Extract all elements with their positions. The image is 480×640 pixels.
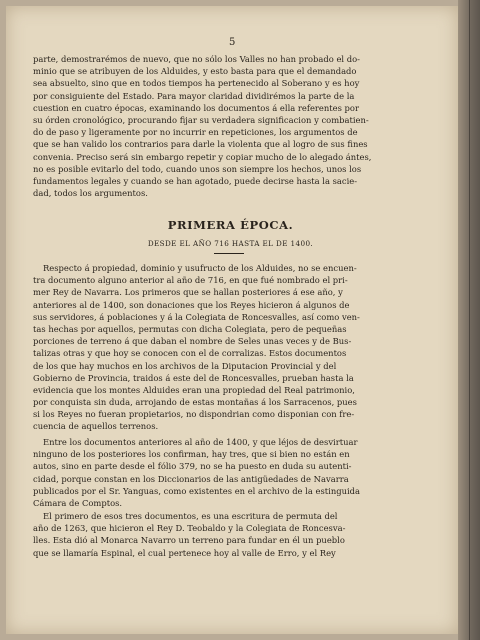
text-line: ninguno de los posteriores los confirman, hay tres, que si bien no están en — [33, 449, 350, 460]
text-line: que se llamaría Espinal, el cual pertenece hoy al valle de Erro, y el Rey — [33, 547, 336, 558]
text-line: sus servidores, á poblaciones y á la Colegiata de Roncesvalles, así como ven- — [33, 311, 360, 322]
text-line: cuestion en cuatro épocas, examinando los documentos á ella referentes por — [33, 102, 359, 113]
text-line: mer Rey de Navarra. Los primeros que se hallan posteriores á ese año, y — [33, 287, 343, 298]
text-line: porciones de terreno á que daban el nombre de Seles unas veces y de Bus- — [33, 336, 352, 347]
text-line: por consiguiente del Estado. Para mayor claridad dividirémos la parte de la — [33, 90, 355, 101]
text-line: minio que se atribuyen de los Alduides, y esto basta para que el demandado — [33, 66, 357, 77]
book-edge-line — [469, 0, 470, 640]
text-line: tra documento alguno anterior al año de 716, en que fué nombrado el pri- — [33, 275, 348, 286]
paragraph-4 — [33, 510, 428, 559]
text-line: Entre los documentos anteriores al año de 1400, y que léjos de desvirtuar — [43, 437, 358, 447]
text-line: por conquista sin duda, arrojando de estas montañas á los Sarracenos, pues — [33, 397, 357, 408]
section-title: PRIMERA ÉPOCA. — [167, 218, 294, 232]
text-line: Cámara de Comptos. — [33, 497, 123, 508]
text-line: autos, sino en parte desde el fólio 379, no se ha puesto en duda su autenti- — [33, 461, 352, 472]
text-line: tas hechas por aquellos, permutas con dicha Colegiata, pero de pequeñas — [33, 323, 347, 334]
page-number: 5 — [229, 37, 236, 48]
text-line: evidencia que los montes Alduides eran una propiedad del Real patrimonio, — [33, 384, 355, 395]
paragraph-1 — [33, 53, 428, 199]
text-line: sea absuelto, sino que en todos tiempos ha pertenecido al Soberano y es hoy — [33, 78, 360, 89]
text-line: su órden cronológico, procurando fijar su verdadera significacion y combatien- — [33, 114, 369, 125]
text-line: si los Reyes no fueran propietarios, no dispondrian como disponian con fre- — [33, 409, 355, 420]
text-line: parte, demostrarémos de nuevo, que no sólo los Valles no han probado el do- — [33, 54, 361, 64]
text-line: do de paso y ligeramente por no incurrir en repeticiones, los argumentos de — [33, 127, 358, 138]
text-line: fundamentos legales y cuando se han agotado, puede decirse hasta la sacie- — [33, 175, 358, 186]
text-line: de los que hay muchos en los archivos de la Diputacion Provincial y del — [33, 360, 337, 371]
text-line: cidad, porque constan en los Diccionarios de las antigüedades de Navarra — [33, 473, 349, 484]
paragraph-3 — [33, 436, 428, 509]
section-subtitle: DESDE EL AÑO 716 HASTA EL DE 1400. — [147, 239, 314, 248]
paragraph-2 — [33, 262, 428, 433]
text-line: lles. Esta dió al Monarca Navarro un terreno para fundar en él un pueblo — [33, 535, 345, 546]
text-line: convenia. Preciso será sin embargo repetir y copiar mucho de lo alegado ántes, — [33, 151, 372, 162]
text-line: que se han valido los contrarios para darle la violenta que al logro de sus fines — [33, 139, 368, 150]
text-line: no es posible evitarlo del todo, cuando unos son siempre los hechos, unos los — [33, 163, 362, 174]
text-line: año de 1263, que hicieron el Rey D. Teobaldo y la Colegiata de Roncesva- — [33, 523, 346, 534]
text-line: anteriores al de 1400, son donaciones que los Reyes hicieron á algunos de — [33, 299, 350, 310]
text-line: publicados por el Sr. Yanguas, como existentes en el archivo de la estinguida — [33, 485, 360, 496]
text-line: El primero de esos tres documentos, es una escritura de permuta del — [43, 511, 338, 521]
section-rule — [214, 253, 244, 254]
text-line: Gobierno de Provincia, traidos á este del de Roncesvalles, prueban hasta la — [33, 372, 354, 383]
text-line: cuencia de aquellos terrenos. — [33, 421, 159, 432]
text-line: talizas otras y que hoy se conocen con el de corralizas. Estos documentos — [33, 348, 347, 359]
text-line: Respecto á propiedad, dominio y usufructo de los Alduides, no se encuen- — [43, 263, 357, 273]
text-line: dad, todos los argumentos. — [33, 188, 148, 199]
